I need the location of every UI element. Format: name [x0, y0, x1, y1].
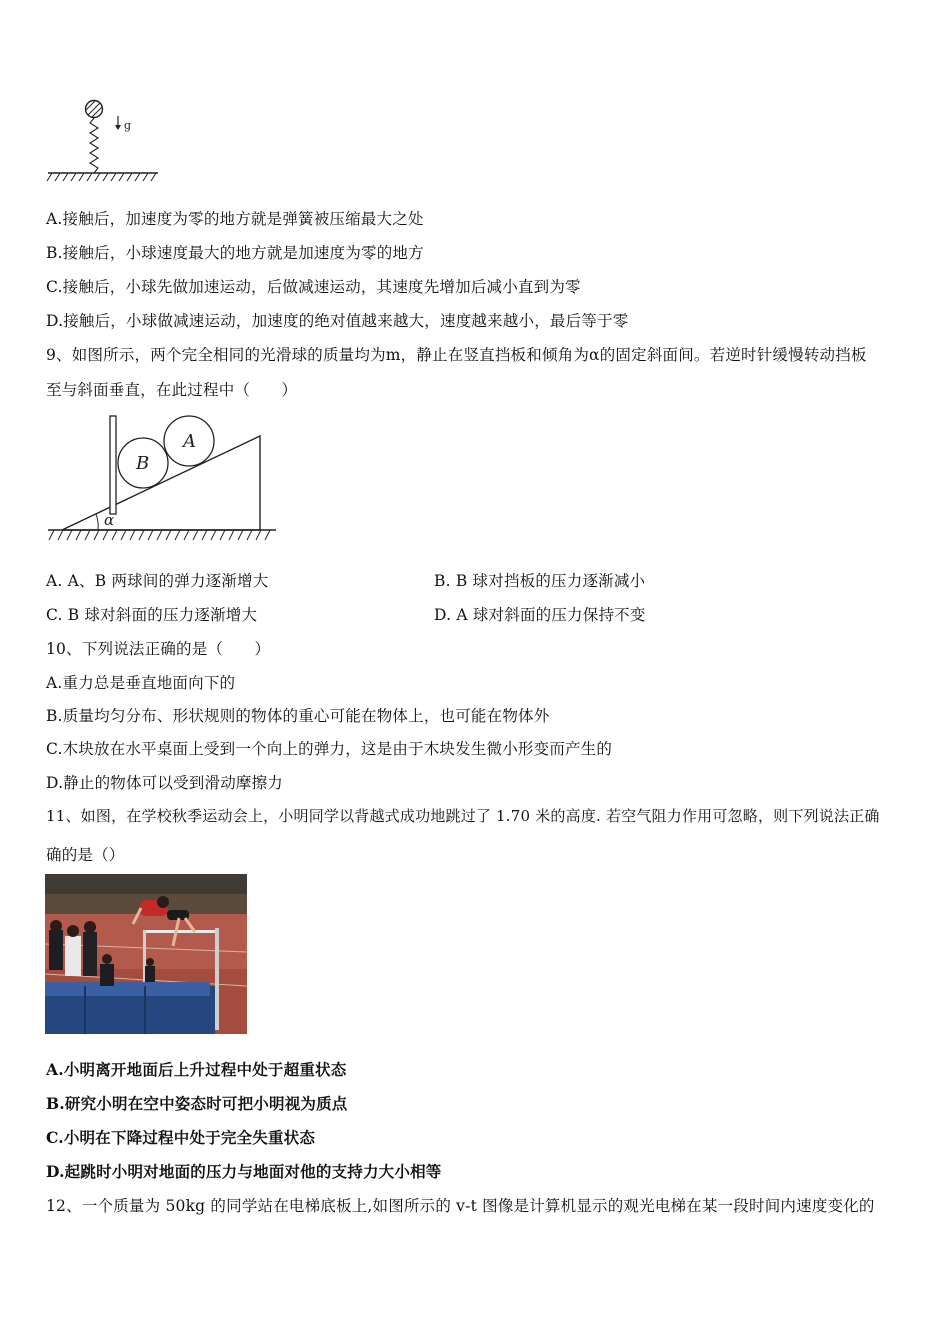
q11-stem-line2: 确的是（）	[46, 846, 125, 864]
high-jump-photo	[45, 874, 247, 1034]
q9-stem-line1: 9、如图所示，两个完全相同的光滑球的质量均为m，静止在竖直挡板和倾角为α的固定斜面间。若逆时针缓慢转动挡板	[46, 346, 867, 364]
spring-icon	[90, 118, 98, 173]
q11-stem-line1: 11、如图，在学校秋季运动会上，小明同学以背越式成功地跳过了 1.70 米的高度. 若空气阻力作用可忽略，则下列说法正确	[46, 807, 880, 825]
ball-a-label: A	[183, 431, 196, 452]
q8-option-a: A.接触后，加速度为零的地方就是弹簧被压缩最大之处	[46, 210, 424, 228]
q8-option-d: D.接触后，小球做减速运动，加速度的绝对值越来越大，速度越来越小，最后等于零	[46, 312, 629, 330]
ball-b-label: B	[136, 453, 150, 474]
q11-option-d: D.起跳时小明对地面的压力与地面对他的支持力大小相等	[46, 1162, 442, 1181]
incline-balls-figure	[44, 410, 280, 546]
q11-option-c: C.小明在下降过程中处于完全失重状态	[46, 1128, 316, 1147]
q8-option-c: C.接触后，小球先做加速运动，后做减速运动，其速度先增加后减小直到为零	[46, 278, 581, 296]
baffle-plate	[110, 416, 116, 514]
q10-option-c: C.木块放在水平桌面上受到一个向上的弹力，这是由于木块发生微小形变而产生的	[46, 740, 613, 758]
q9-option-c: C. B 球对斜面的压力逐渐增大	[46, 606, 258, 624]
gravity-label: g	[124, 119, 132, 132]
spring-ball-figure	[44, 96, 164, 186]
q9-option-b: B. B 球对挡板的压力逐渐减小	[434, 572, 646, 590]
q11-option-a: A.小明离开地面后上升过程中处于超重状态	[46, 1060, 347, 1079]
q9-option-a: A. A、B 两球间的弹力逐渐增大	[46, 572, 269, 590]
q11-option-b: B.研究小明在空中姿态时可把小明视为质点	[46, 1094, 348, 1113]
q10-stem: 10、下列说法正确的是（ ）	[46, 640, 271, 658]
q9-option-d: D. A 球对斜面的压力保持不变	[434, 606, 646, 624]
angle-alpha-label: α	[104, 511, 115, 529]
q10-option-a: A.重力总是垂直地面向下的	[46, 674, 236, 692]
q10-option-d: D.静止的物体可以受到滑动摩擦力	[46, 774, 284, 792]
q12-stem-line1: 12、一个质量为 50kg 的同学站在电梯底板上,如图所示的 v-t 图像是计算机显示的观光电梯在某一段时间内速度变化的	[46, 1197, 875, 1215]
q9-stem-line2: 至与斜面垂直，在此过程中（ ）	[46, 381, 298, 399]
q10-option-b: B.质量均匀分布、形状规则的物体的重心可能在物体上，也可能在物体外	[46, 707, 550, 725]
q8-option-b: B.接触后，小球速度最大的地方就是加速度为零的地方	[46, 244, 424, 262]
